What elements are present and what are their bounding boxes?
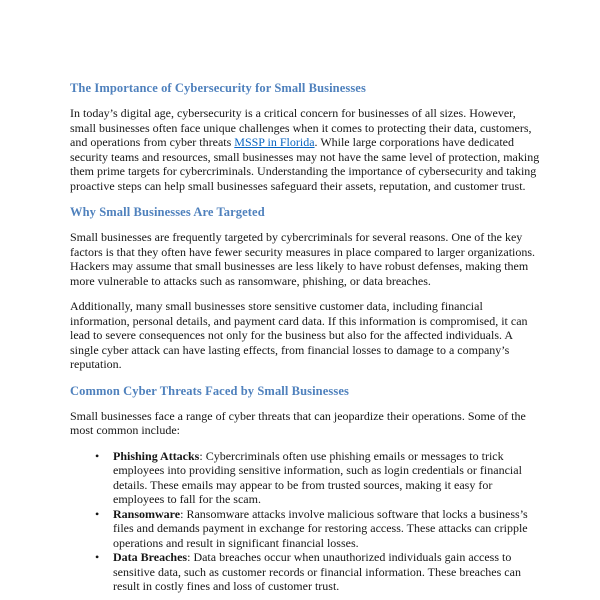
bullet-icon: •	[95, 506, 100, 521]
intro-text-after-link: . While large corporations have dedicated security teams and resources, small businesses may not have the same level of protection, making them prime targets for cybercriminals. Understanding the importance of cybersecurity and taking proactive steps can help small businesses safeguard their assets, reputation, and customer trust.	[70, 135, 540, 193]
threat-list	[70, 449, 540, 594]
threat-description: : Ransomware attacks involve malicious software that locks a business’s files and demands payment in exchange for restoring access. These attacks can cripple operations and result in significant financial losses.	[113, 506, 528, 550]
bullet-icon: •	[95, 550, 100, 564]
list-item-phishing-attacks	[70, 449, 540, 507]
threat-description: : Cybercriminals often use phishing emails or messages to trick employees into providing sensitive information, such as login credentials or financial details. These emails may appear to be from trusted sources, making it easy for employees to fall for the scam.	[113, 448, 522, 506]
list-item-ransomware	[70, 507, 540, 551]
intro-text-before-link: In today’s digital age, cybersecurity is a critical concern for businesses of all sizes. However, small businesses often face unique challenges when it comes to protecting their data, customers, and operations from cyber threats	[70, 106, 532, 149]
list-item-data-breaches	[70, 550, 540, 594]
why-targeted-paragraph-1: Small businesses are frequently targeted by cybercriminals for several reasons. One of the key factors is that they often have fewer security measures in place compared to larger organizations. Hackers may assume that small businesses are less likely to have robust defenses, making them more vulnerable to attacks such as ransomware, phishing, or data breaches.	[70, 230, 536, 288]
document-content	[70, 80, 540, 594]
article-title: The Importance of Cybersecurity for Small Businesses	[70, 81, 366, 95]
section-heading-common-threats: Common Cyber Threats Faced by Small Businesses	[70, 383, 349, 398]
intro-paragraph	[70, 106, 540, 193]
threat-term: Ransomware	[113, 506, 181, 521]
mssp-in-florida-link[interactable]: MSSP in Florida	[234, 135, 315, 149]
common-threats-intro-paragraph: Small businesses face a range of cyber threats that can jeopardize their operations. Some of the most common include:	[70, 408, 526, 437]
bullet-icon: •	[95, 448, 100, 463]
section-heading-why-targeted: Why Small Businesses Are Targeted	[70, 205, 265, 219]
threat-term: Data Breaches	[113, 550, 188, 564]
threat-description: : Data breaches occur when unauthorized individuals gain access to sensitive data, such as customer records or financial information. These breaches can result in costly fines and loss of customer trust.	[113, 550, 521, 593]
why-targeted-paragraph-2: Additionally, many small businesses store sensitive customer data, including financial information, personal details, and payment card data. If this information is compromised, it can lead to severe consequences not only for the business but also for the affected individuals. A single cyber attack can have lasting effects, from financial losses to damage to a company’s reputation.	[70, 299, 528, 371]
threat-term: Phishing Attacks	[113, 448, 200, 463]
